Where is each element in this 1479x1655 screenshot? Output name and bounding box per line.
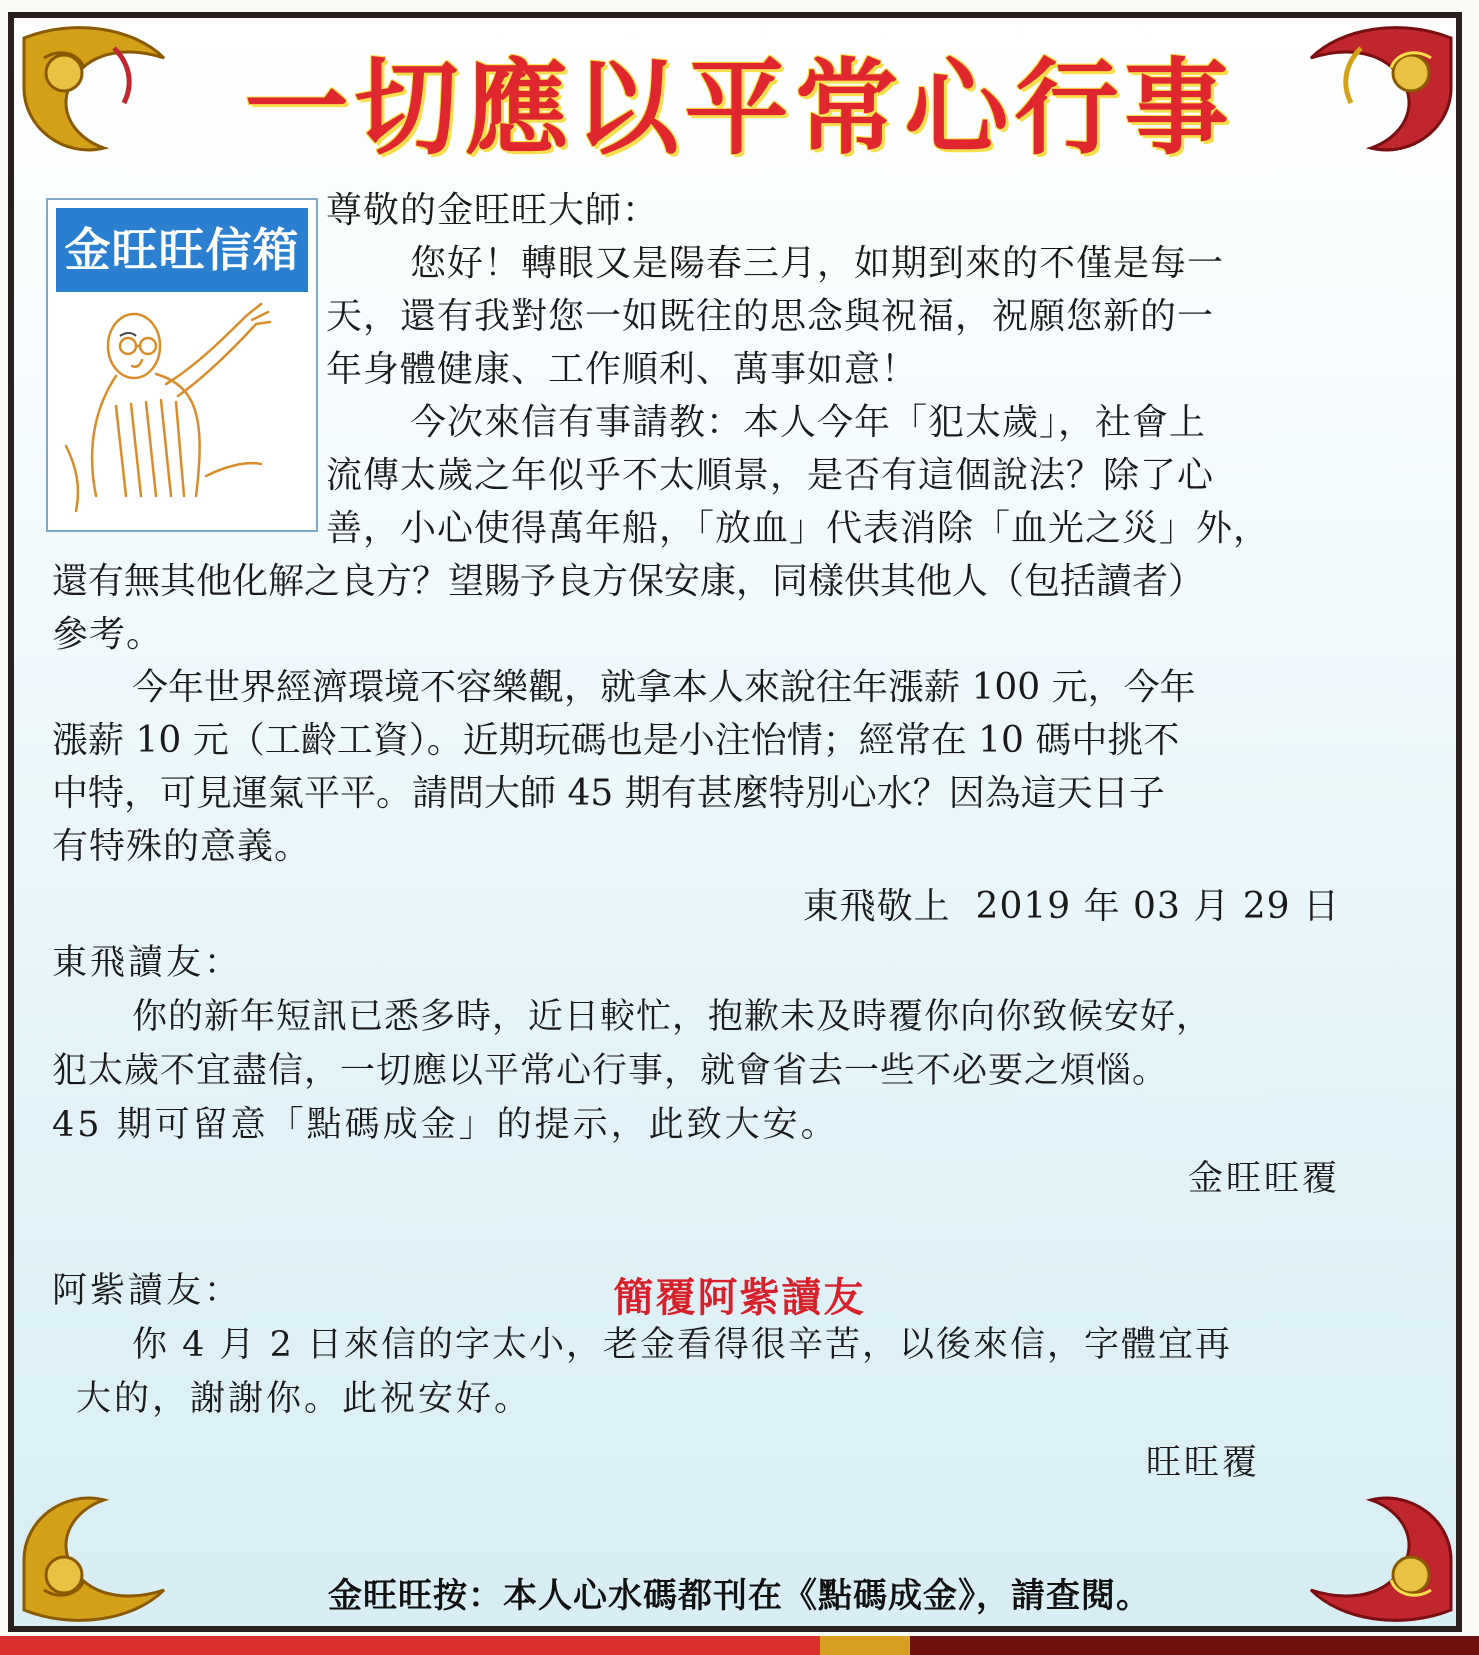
letter-line: 流傳太歲之年似乎不太順景，是否有這個說法？除了心 bbox=[326, 455, 1215, 496]
letter-line: 參考。 bbox=[52, 614, 164, 655]
section-title: 簡覆阿紫讀友 bbox=[613, 1274, 866, 1321]
letter-line: 有特殊的意義。 bbox=[52, 826, 312, 867]
reply-salutation: 東飛讀友： bbox=[52, 943, 243, 983]
letter-signature: 東飛敬上 2019 年 03 月 29 日 bbox=[802, 886, 1340, 927]
page-title: 一切應以平常心行事 bbox=[244, 46, 1235, 169]
letter-line: 您好！轉眼又是陽春三月，如期到來的不僅是每一 bbox=[410, 243, 1225, 284]
letter-salutation: 尊敬的金旺旺大師： bbox=[326, 190, 660, 231]
letter-line: 年身體健康、工作順利、萬事如意！ bbox=[326, 349, 919, 390]
letter-line: 還有無其他化解之良方？望賜予良方保安康，同樣供其他人（包括讀者） bbox=[52, 561, 1205, 602]
letter-line: 今年世界經濟環境不容樂觀，就拿本人來說往年漲薪 100 元，今年 bbox=[132, 667, 1196, 708]
letter-line: 漲薪 10 元（工齡工資）。近期玩碼也是小注怡情；經常在 10 碼中挑不 bbox=[52, 720, 1180, 761]
letter-line: 今次來信有事請教：本人今年「犯太歲」，社會上 bbox=[410, 402, 1207, 443]
mailbox-label: 金旺旺信箱 bbox=[56, 208, 308, 292]
letter-line: 中特，可見運氣平平。請問大師 45 期有甚麼特別心水？因為這天日子 bbox=[52, 773, 1165, 814]
section2-line: 你 4 月 2 日來信的字太小，老金看得很辛苦，以後來信，字體宜再 bbox=[132, 1325, 1233, 1365]
mailbox-logo bbox=[46, 198, 318, 532]
section2-salutation: 阿紫讀友： bbox=[52, 1271, 243, 1311]
strip-red bbox=[0, 1636, 820, 1655]
bottom-strip bbox=[0, 1636, 1479, 1655]
reply-line: 你的新年短訊已悉多時，近日較忙，抱歉未及時覆你向你致候安好， bbox=[132, 997, 1213, 1037]
strip-gold bbox=[820, 1636, 910, 1655]
pointing-man-illustration-icon bbox=[56, 296, 312, 526]
reply-line: 犯太歲不宜盡信，一切應以平常心行事，就會省去一些不必要之煩惱。 bbox=[52, 1051, 1169, 1091]
footer-note: 金旺旺按：本人心水碼都刊在《點碼成金》，請查閱。 bbox=[328, 1576, 1151, 1616]
reply-line: 45 期可留意「點碼成金」的提示，此致大安。 bbox=[52, 1105, 839, 1145]
section2-signature: 旺旺覆 bbox=[1145, 1443, 1260, 1483]
section2-line: 大的，謝謝你。此祝安好。 bbox=[76, 1379, 533, 1419]
letter-line: 天，還有我對您一如既往的思念與祝福，祝願您新的一 bbox=[326, 296, 1215, 337]
reply-signature: 金旺旺覆 bbox=[1187, 1159, 1340, 1199]
strip-dark bbox=[910, 1636, 1479, 1655]
letter-line: 善，小心使得萬年船，「放血」代表消除「血光之災」外， bbox=[326, 508, 1271, 549]
